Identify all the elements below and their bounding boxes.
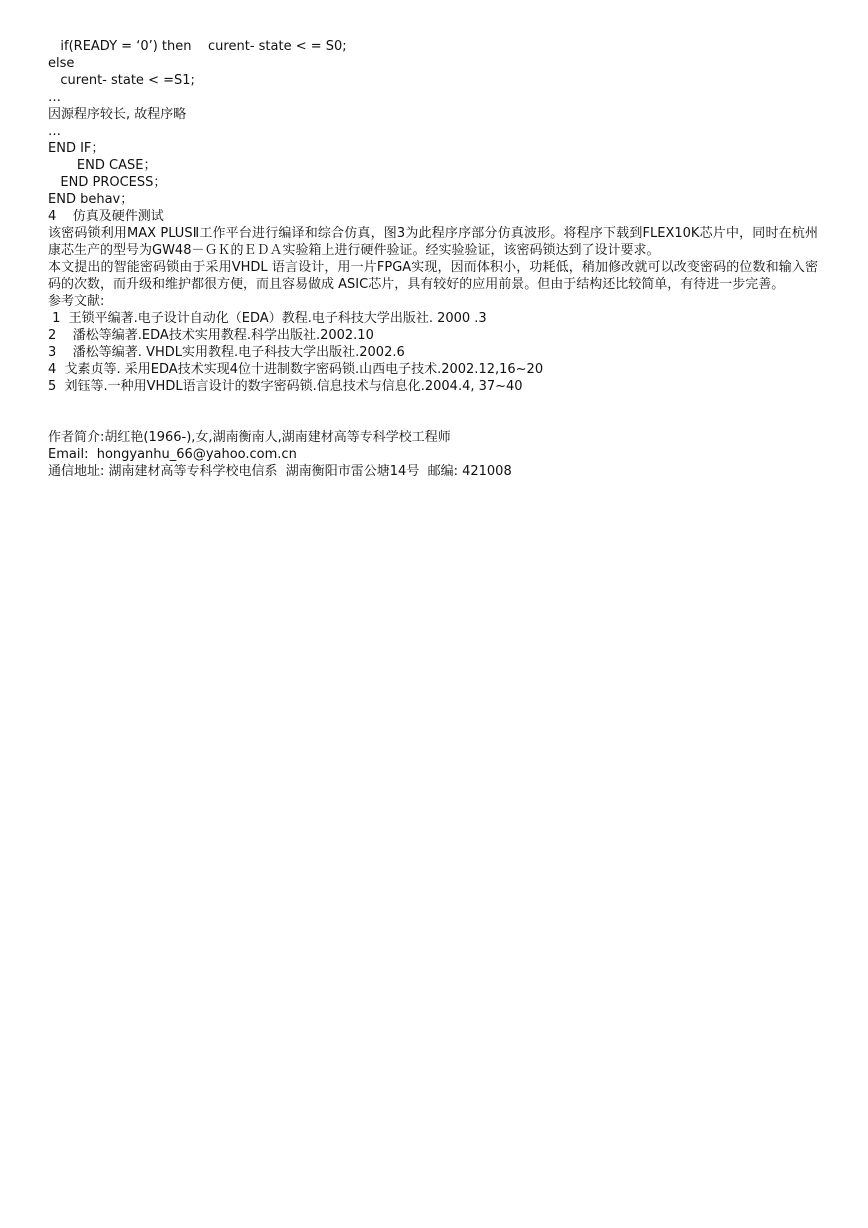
code-block <box>48 38 818 208</box>
reference-item: 4 戈素贞等. 采用EDA技术实现4位十进制数字密码锁.山西电子技术.2002.12,16~20 <box>48 362 544 377</box>
reference-item: 2 潘松等编著.EDA技术实用教程.科学出版社.2002.10 <box>48 328 374 343</box>
section-heading: 4 仿真及硬件测试 <box>48 209 164 224</box>
document-page <box>48 38 818 480</box>
author-email: Email: hongyanhu_66@yahoo.com.cn <box>48 447 297 462</box>
code-line: END CASE； <box>48 158 157 173</box>
code-line: END PROCESS； <box>48 175 167 190</box>
body-paragraph: 该密码锁利用MAX PLUSⅡ工作平台进行编译和综合仿真，图3为此程序序部分仿真波形。将程序下载到FLEX10K芯片中，同时在杭州康芯生产的型号为GW48－ＧＫ的ＥＤＡ实验箱上进行硬件验证。经实验验证，该密码锁达到了设计要求。 <box>48 226 818 258</box>
code-line: curent- state < =S1; <box>48 73 195 88</box>
reference-item: 1 王锁平编著.电子设计自动化（EDA）教程.电子科技大学出版社. 2000 .3 <box>48 311 487 326</box>
spacer <box>48 395 818 429</box>
code-line: … <box>48 124 61 139</box>
reference-item: 3 潘松等编著. VHDL实用教程.电子科技大学出版社.2002.6 <box>48 345 405 360</box>
reference-list <box>48 310 818 395</box>
body-paragraph: 本文提出的智能密码锁由于采用VHDL 语言设计，用一片FPGA实现，因而体积小，功耗低，稍加修改就可以改变密码的位数和输入密码的次数，而升级和维护都很方便，而且容易做成 ASIC芯片，具有较好的应用前景。但由于结构还比较简单，有待进一步完善。 <box>48 260 818 292</box>
code-line: … <box>48 90 61 105</box>
author-address: 通信地址: 湖南建材高等专科学校电信系 湖南衡阳市雷公塘14号 邮编: 421008 <box>48 464 512 479</box>
references-heading: 参考文献: <box>48 294 105 309</box>
code-line: 因源程序较长, 故程序略 <box>48 107 187 122</box>
code-line: END behav； <box>48 192 134 207</box>
code-line: END IF； <box>48 141 105 156</box>
author-info <box>48 429 818 480</box>
code-line: else <box>48 56 75 71</box>
code-line: if(READY = ‘0’) then curent- state < = S0; <box>48 39 347 54</box>
reference-item: 5 刘钰等.一种用VHDL语言设计的数字密码锁.信息技术与信息化.2004.4, 37~40 <box>48 379 523 394</box>
author-intro: 作者简介:胡红艳(1966-),女,湖南衡南人,湖南建材高等专科学校工程师 <box>48 430 451 445</box>
